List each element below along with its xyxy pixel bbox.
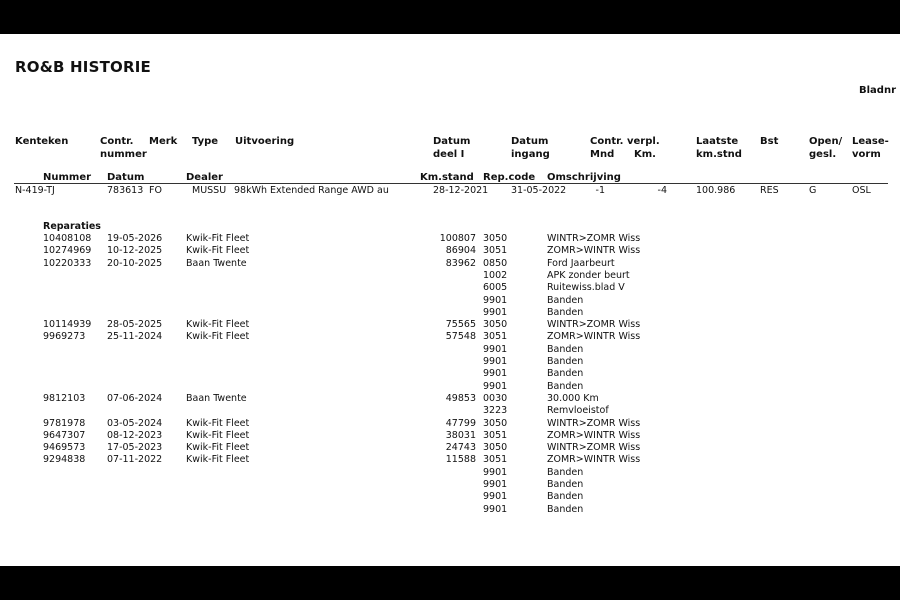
header-deel-i: deel I — [433, 149, 465, 160]
repair-dealer: Kwik-Fit Fleet — [186, 233, 250, 244]
header-ingang: ingang — [511, 149, 550, 160]
repair-dealer: Kwik-Fit Fleet — [186, 319, 250, 331]
repair-datum: 25-11-2024 — [107, 331, 163, 343]
repair-nummer: 9781978 — [43, 417, 86, 429]
header-omschrijving: Omschrijving — [547, 172, 621, 183]
header-kmstnd: km.stnd — [696, 149, 742, 160]
repair-kmstand: 38031 — [445, 429, 476, 441]
header-lease: Lease- — [852, 136, 889, 147]
repair-dealer: Baan Twente — [186, 392, 247, 404]
repair-omschrijving: APK zonder beurt — [547, 269, 630, 281]
header-rep-nummer: Nummer — [43, 172, 92, 183]
repair-code: 9901 — [483, 294, 508, 306]
header-repcode: Rep.code — [483, 172, 536, 183]
repair-dealer: Baan Twente — [186, 257, 247, 269]
repair-code: 3051 — [483, 454, 508, 466]
header-datum-ingang: Datum — [511, 136, 549, 147]
vehicle-kenteken: N-419-TJ — [15, 185, 55, 196]
repair-code: 3050 — [483, 319, 508, 331]
reparaties-heading: Reparaties — [43, 221, 101, 232]
vehicle-type: MUSSU — [192, 185, 227, 196]
repair-dealer: Kwik-Fit Fleet — [186, 429, 250, 441]
repair-code: 0030 — [483, 392, 508, 404]
header-open: Open/ — [809, 136, 843, 147]
vehicle-mnd: -1 — [595, 185, 605, 196]
repair-dealer: Kwik-Fit Fleet — [186, 245, 250, 257]
repair-omschrijving: Banden — [547, 294, 584, 306]
page-title: RO&B HISTORIE — [15, 58, 151, 76]
repair-omschrijving: ZOMR>WINTR Wiss — [547, 331, 641, 343]
vehicle-datum-ingang: 31-05-2022 — [511, 185, 567, 196]
header-nummer: nummer — [100, 149, 147, 160]
repair-dealer: Kwik-Fit Fleet — [186, 442, 250, 454]
header-mnd: Mnd — [590, 149, 615, 160]
repair-code: 0850 — [483, 257, 508, 269]
repair-code: 9901 — [483, 356, 508, 367]
repair-omschrijving: Remvloeistof — [547, 405, 609, 417]
repair-datum: 07-06-2024 — [107, 392, 163, 404]
repair-code: 3050 — [483, 233, 508, 244]
header-merk: Merk — [149, 136, 178, 147]
repair-code: 9901 — [483, 491, 508, 503]
repair-code: 9901 — [483, 380, 508, 392]
repair-nummer: 9969273 — [43, 331, 86, 343]
repair-nummer: 10274969 — [43, 245, 92, 257]
header-uitvoering: Uitvoering — [235, 136, 295, 147]
repair-code: 6005 — [483, 282, 508, 294]
repair-omschrijving: WINTR>ZOMR Wiss — [547, 442, 641, 454]
repair-nummer: 9294838 — [43, 454, 86, 466]
repair-datum: 03-05-2024 — [107, 417, 163, 429]
repair-omschrijving: WINTR>ZOMR Wiss — [547, 233, 641, 244]
repair-omschrijving: Ford Jaarbeurt — [547, 257, 615, 269]
repair-omschrijving: Banden — [547, 491, 584, 503]
repair-kmstand: 75565 — [445, 319, 476, 331]
repair-omschrijving: WINTR>ZOMR Wiss — [547, 417, 641, 429]
repair-kmstand: 11588 — [445, 454, 476, 466]
header-verpl: verpl. — [627, 136, 660, 147]
repair-omschrijving: ZOMR>WINTR Wiss — [547, 429, 641, 441]
repair-nummer: 9469573 — [43, 442, 86, 454]
repair-kmstand: 100807 — [439, 233, 476, 244]
repair-omschrijving: Banden — [547, 368, 584, 380]
repair-kmstand: 24743 — [445, 442, 476, 454]
repair-kmstand: 57548 — [445, 331, 476, 343]
repair-omschrijving: Banden — [547, 343, 584, 355]
repair-omschrijving: Banden — [547, 356, 584, 367]
bladnr-label: Bladnr — [859, 85, 897, 96]
header-contr-mnd: Contr. — [590, 136, 624, 147]
header-rep-datum: Datum — [107, 172, 145, 183]
vehicle-datum-deel: 28-12-2021 — [433, 185, 489, 196]
header-kenteken: Kenteken — [15, 136, 69, 147]
repair-code: 1002 — [483, 269, 508, 281]
document-page — [0, 34, 900, 566]
repair-omschrijving: Banden — [547, 466, 584, 478]
vehicle-merk: FO — [149, 185, 162, 196]
repair-kmstand: 86904 — [445, 245, 476, 257]
header-divider — [14, 183, 888, 184]
repair-code: 3051 — [483, 245, 508, 257]
header-datum-deel: Datum — [433, 136, 471, 147]
repair-omschrijving: Banden — [547, 380, 584, 392]
repair-nummer: 10220333 — [43, 257, 92, 269]
vehicle-km: -4 — [657, 185, 667, 196]
repair-kmstand: 47799 — [445, 417, 476, 429]
vehicle-bst: RES — [760, 185, 779, 196]
repair-datum: 20-10-2025 — [107, 257, 163, 269]
repair-omschrijving: WINTR>ZOMR Wiss — [547, 319, 641, 331]
repair-dealer: Kwik-Fit Fleet — [186, 454, 250, 466]
header-vorm: vorm — [852, 149, 881, 160]
header-kmstand: Km.stand — [420, 172, 474, 183]
repair-datum: 07-11-2022 — [107, 454, 163, 466]
repair-omschrijving: ZOMR>WINTR Wiss — [547, 454, 641, 466]
header-gesl: gesl. — [809, 149, 837, 160]
repair-code: 3050 — [483, 417, 508, 429]
vehicle-lease: OSL — [852, 185, 871, 196]
repair-nummer: 9812103 — [43, 392, 86, 404]
header-dealer: Dealer — [186, 172, 223, 183]
header-km: Km. — [634, 149, 656, 160]
repair-code: 9901 — [483, 466, 508, 478]
repair-omschrijving: Ruitewiss.blad V — [547, 282, 625, 294]
vehicle-uitvoering: 98kWh Extended Range AWD au — [234, 185, 389, 196]
repair-code: 3051 — [483, 429, 508, 441]
repair-nummer: 10408108 — [43, 233, 92, 244]
repair-nummer: 9647307 — [43, 429, 86, 441]
repair-datum: 10-12-2025 — [107, 245, 163, 257]
repair-kmstand: 49853 — [445, 392, 476, 404]
repair-datum: 19-05-2026 — [107, 233, 163, 244]
header-bst: Bst — [760, 136, 779, 147]
repair-code: 3050 — [483, 442, 508, 454]
repair-dealer: Kwik-Fit Fleet — [186, 417, 250, 429]
repair-datum: 08-12-2023 — [107, 429, 163, 441]
vehicle-laatste-kmstand: 100.986 — [696, 185, 736, 196]
header-type: Type — [192, 136, 219, 147]
repair-nummer: 10114939 — [43, 319, 92, 331]
repair-code: 9901 — [483, 368, 508, 380]
vehicle-contract: 783613 — [107, 185, 144, 196]
vehicle-open: G — [809, 185, 817, 196]
repair-omschrijving: Banden — [547, 503, 584, 515]
repair-code: 3051 — [483, 331, 508, 343]
header-contr: Contr. — [100, 136, 134, 147]
repair-code: 9901 — [483, 479, 508, 490]
repair-code: 3223 — [483, 405, 508, 417]
repair-omschrijving: ZOMR>WINTR Wiss — [547, 245, 641, 257]
repair-code: 9901 — [483, 503, 508, 515]
repair-omschrijving: Banden — [547, 479, 584, 490]
repair-datum: 17-05-2023 — [107, 442, 163, 454]
repair-omschrijving: 30.000 Km — [547, 392, 599, 404]
repair-datum: 28-05-2025 — [107, 319, 163, 331]
repair-dealer: Kwik-Fit Fleet — [186, 331, 250, 343]
repair-kmstand: 83962 — [445, 257, 476, 269]
header-laatste: Laatste — [696, 136, 739, 147]
repair-code: 9901 — [483, 343, 508, 355]
repair-omschrijving: Banden — [547, 306, 584, 318]
repair-code: 9901 — [483, 306, 508, 318]
